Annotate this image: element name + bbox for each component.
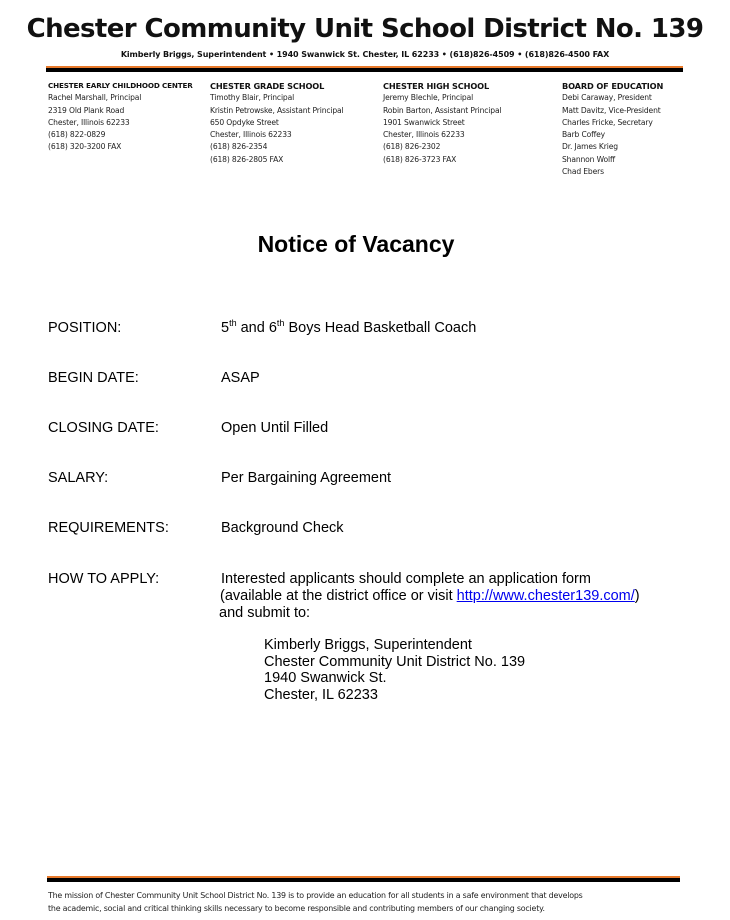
- field-label: POSITION:: [48, 320, 122, 336]
- header-rule-black: [46, 68, 683, 72]
- mission-line: The mission of Chester Community Unit School District No. 139 is to provide an education for all students in a safe environment that develops: [48, 891, 583, 900]
- footer-rule: [47, 876, 680, 882]
- field-value: ASAP: [221, 370, 260, 386]
- column-line: (618) 826-2354: [210, 142, 268, 152]
- school-column-high-school: [383, 80, 501, 166]
- field-label: CLOSING DATE:: [48, 420, 159, 436]
- mission-statement: [48, 889, 708, 915]
- column-line: Chester, Illinois 62233: [383, 130, 465, 140]
- page-title: Notice of Vacancy: [257, 231, 455, 257]
- column-line: Timothy Blair, Principal: [210, 93, 295, 103]
- school-column-early-childhood: [48, 80, 193, 154]
- column-line: 650 Opdyke Street: [210, 117, 279, 127]
- field-label: REQUIREMENTS:: [48, 520, 169, 536]
- header-rule: [46, 66, 683, 72]
- column-line: (618) 320-3200 FAX: [48, 142, 122, 152]
- column-line: Jeremy Blechle, Principal: [383, 93, 474, 103]
- column-line: Chester, Illinois 62233: [48, 117, 130, 127]
- column-line: (618) 826-2302: [383, 142, 441, 152]
- field-value: Per Bargaining Agreement: [221, 470, 392, 486]
- apply-line-2: (available at the district office or visit http://www.chester139.com/): [220, 588, 640, 604]
- school-column-grade-school: [210, 80, 344, 166]
- field-label: SALARY:: [48, 470, 109, 486]
- column-line: Barb Coffey: [562, 130, 606, 140]
- field-label: HOW TO APPLY:: [48, 571, 160, 587]
- apply-line-1: Interested applicants should complete an application form: [221, 571, 591, 587]
- field-value: 5th and 6th Boys Head Basketball Coach: [221, 318, 477, 336]
- column-line: (618) 826-3723 FAX: [383, 154, 457, 164]
- field-value: Open Until Filled: [221, 420, 329, 436]
- district-website-link[interactable]: http://www.chester139.com/: [456, 588, 635, 604]
- address-line: Kimberly Briggs, Superintendent: [264, 637, 472, 653]
- field-value: Background Check: [221, 520, 344, 536]
- column-line: (618) 826-2805 FAX: [210, 154, 284, 164]
- apply-line-3: and submit to:: [219, 605, 311, 621]
- submit-address: [264, 637, 525, 703]
- column-heading: CHESTER GRADE SCHOOL: [210, 81, 325, 91]
- footer-rule-black: [47, 878, 680, 882]
- column-line: Matt Davitz, Vice-President: [562, 105, 661, 115]
- apply-instructions: [221, 571, 640, 622]
- column-line: Shannon Wolff: [562, 154, 616, 164]
- column-line: Chad Ebers: [562, 167, 604, 177]
- column-line: 2319 Old Plank Road: [48, 105, 125, 115]
- district-name: Chester Community Unit School District No. 139: [26, 14, 704, 44]
- address-line: Chester, IL 62233: [264, 686, 378, 703]
- address-line: 1940 Swanwick St.: [264, 670, 387, 686]
- column-heading: CHESTER HIGH SCHOOL: [383, 81, 490, 91]
- mission-line: the academic, social and critical thinking skills necessary to become responsible and contributing members of our changing society.: [48, 904, 545, 913]
- column-line: Charles Fricke, Secretary: [562, 117, 653, 127]
- column-line: (618) 822-0829: [48, 130, 106, 140]
- address-line: Chester Community Unit District No. 139: [264, 653, 526, 670]
- column-line: Dr. James Krieg: [562, 142, 618, 152]
- column-line: Robin Barton, Assistant Principal: [383, 105, 502, 115]
- field-label: BEGIN DATE:: [48, 370, 139, 386]
- column-line: Rachel Marshall, Principal: [48, 93, 142, 103]
- column-line: 1901 Swanwick Street: [383, 117, 465, 127]
- column-line: Chester, Illinois 62233: [210, 130, 292, 140]
- board-of-education-column: [562, 80, 663, 178]
- column-line: Kristin Petrowske, Assistant Principal: [210, 105, 344, 115]
- district-contact-line: Kimberly Briggs, Superintendent • 1940 Swanwick St. Chester, IL 62233 • (618)826-4509 • (618)826-4500 FAX: [120, 50, 610, 59]
- column-heading: CHESTER EARLY CHILDHOOD CENTER: [48, 81, 193, 90]
- column-line: Debi Caraway, President: [562, 93, 652, 103]
- column-heading: BOARD OF EDUCATION: [562, 81, 664, 91]
